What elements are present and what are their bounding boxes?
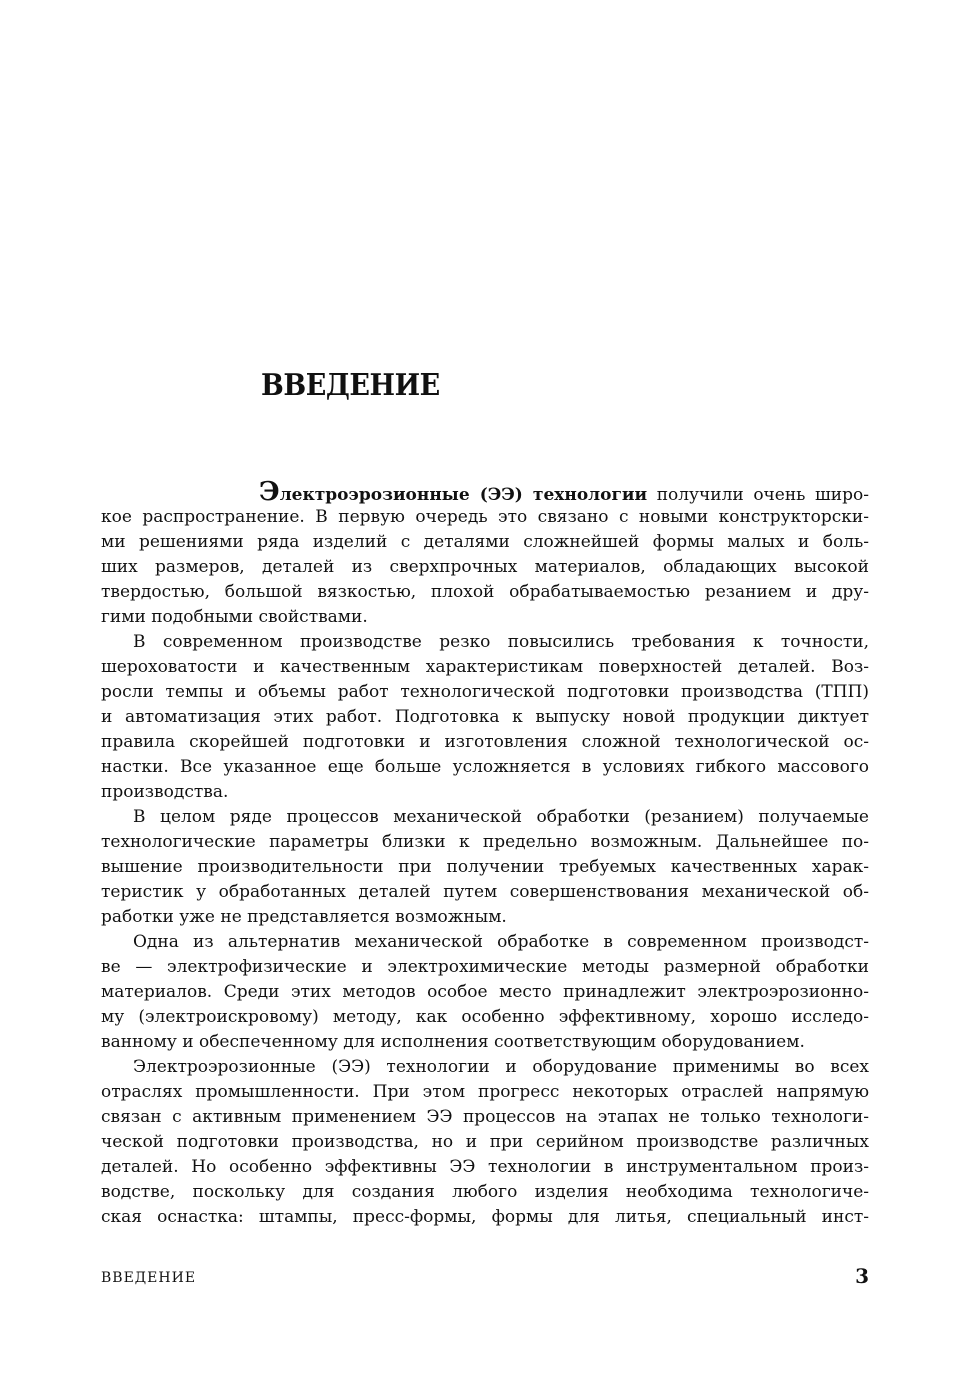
text-line: вышение производительности при получении требуемых качественных харак- [101, 857, 869, 877]
text-line: ванному и обеспеченному для исполнения соответствующим оборудованием. [101, 1032, 805, 1052]
dropcap-letter: Э [259, 477, 280, 507]
text-line: настки. Все указанное еще больше усложняется в условиях гибкого массового [101, 757, 869, 777]
text-line: шероховатости и качественным характеристикам поверхностей деталей. Воз- [101, 657, 869, 677]
text-line: технологические параметры близки к предельно возможным. Дальнейшее по- [101, 832, 869, 852]
lead-line [101, 477, 869, 507]
lead-line-rest: получили очень широ- [647, 485, 869, 505]
text-line: ская оснастка: штампы, пресс-формы, формы для литья, специальный инст- [101, 1207, 869, 1227]
text-line: и автоматизация этих работ. Подготовка к выпуску новой продукции диктует [101, 707, 869, 727]
text-line: ших размеров, деталей из сверхпрочных материалов, обладающих высокой [101, 557, 869, 577]
text-line: связан с активным применением ЭЭ процессов на этапах не только технологи- [101, 1107, 869, 1127]
text-line: отраслях промышленности. При этом прогресс некоторых отраслей напрямую [101, 1082, 869, 1102]
text-line: твердостью, большой вязкостью, плохой обрабатываемостью резанием и дру- [101, 582, 869, 602]
text-line: росли темпы и объемы работ технологической подготовки производства (ТПП) [101, 682, 869, 702]
text-line: Электроэрозионные (ЭЭ) технологии и оборудование применимы во всех [133, 1057, 869, 1077]
text-line: Одна из альтернатив механической обработке в современном производст- [133, 932, 869, 952]
text-line: материалов. Среди этих методов особое место принадлежит электроэрозионно- [101, 982, 869, 1002]
text-line: ми решениями ряда изделий с деталями сложнейшей формы малых и боль- [101, 532, 869, 552]
text-line: производства. [101, 782, 229, 802]
text-line: кое распространение. В первую очередь это связано с новыми конструкторски- [101, 507, 869, 527]
text-line: В современном производстве резко повысились требования к точности, [133, 632, 869, 652]
running-footer-section: ВВЕДЕНИЕ [101, 1270, 197, 1286]
text-line: В целом ряде процессов механической обработки (резанием) получаемые [133, 807, 869, 827]
text-line: деталей. Но особенно эффективны ЭЭ технологии в инструментальном произ- [101, 1157, 869, 1177]
text-line: ве — электрофизические и электрохимические методы размерной обработки [101, 957, 869, 977]
text-line: водстве, поскольку для создания любого изделия необходима технологиче- [101, 1182, 869, 1202]
text-line: гими подобными свойствами. [101, 607, 368, 627]
page-number: 3 [855, 1264, 869, 1288]
body-text [101, 477, 869, 1230]
text-line: ческой подготовки производства, но и при серийном производстве различных [101, 1132, 869, 1152]
text-line: работки уже не представляется возможным. [101, 907, 507, 927]
chapter-title: ВВЕДЕНИЕ [261, 368, 440, 403]
lead-bold-term: лектроэрозионные (ЭЭ) технологии [279, 485, 648, 505]
text-line: теристик у обработанных деталей путем совершенствования механической об- [101, 882, 869, 902]
text-line: му (электроискровому) методу, как особенно эффективному, хорошо исследо- [101, 1007, 869, 1027]
text-line: правила скорейшей подготовки и изготовления сложной технологической ос- [101, 732, 869, 752]
